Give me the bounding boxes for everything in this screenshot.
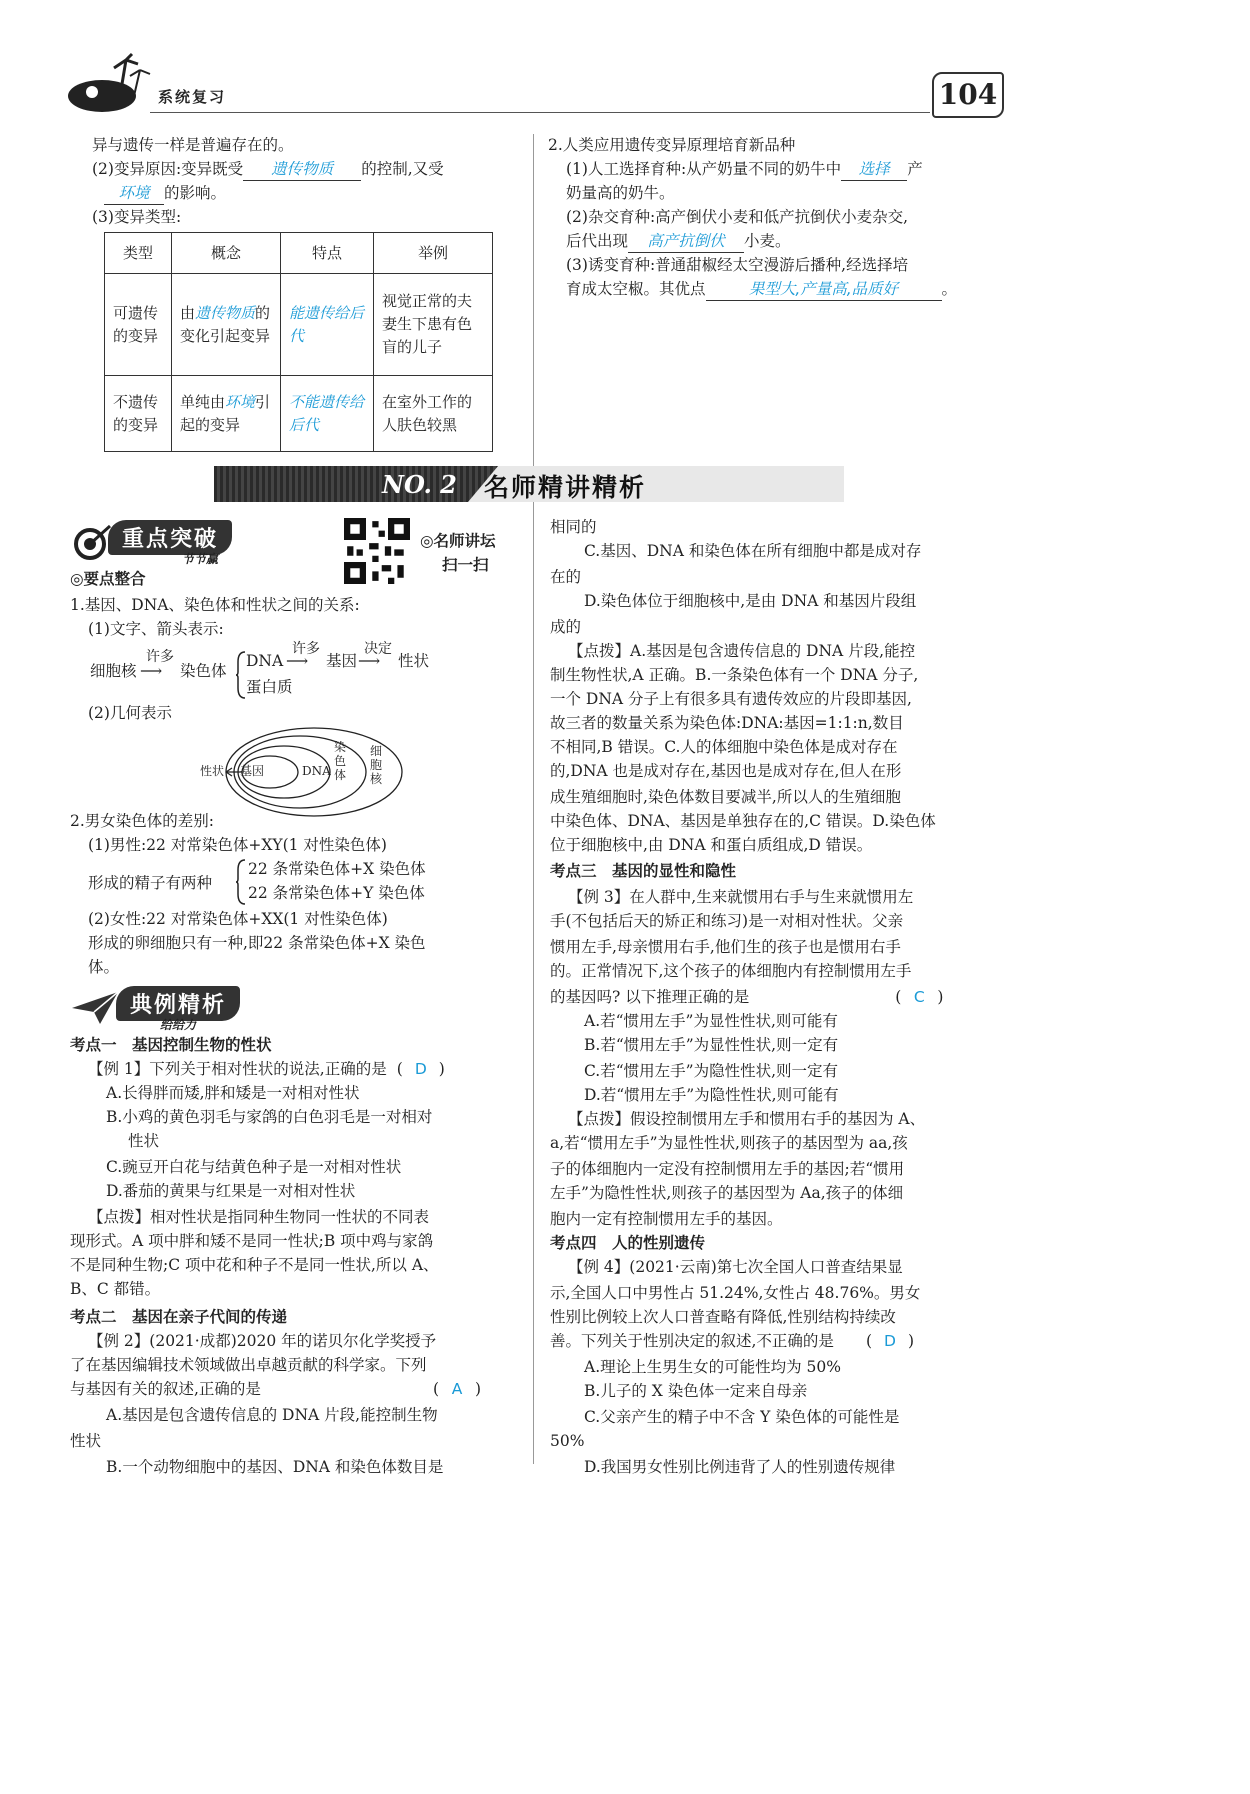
- option-line: 性状: [70, 1432, 102, 1450]
- text-line: 后代出现 高产抗倒伏 小麦。: [566, 230, 791, 253]
- tip-line: 现形式。A 项中胖和矮不是同一性状;B 项中鸡与家鸽: [70, 1232, 434, 1250]
- book-logo-icon: [62, 52, 152, 116]
- qr-code-icon[interactable]: [344, 518, 410, 584]
- answer: D: [884, 1332, 896, 1350]
- tip-line: 中染色体、DNA、基因是单独存在的,C 错误。D.染色体: [550, 812, 936, 830]
- question-line: 【例 4】(2021·云南)第七次全国人口普查结果显: [568, 1258, 903, 1276]
- page-number: 104: [932, 72, 1004, 118]
- text-line: 异与遗传一样是普遍存在的。: [92, 136, 294, 154]
- table-cell: 由遗传物质的变化引起变异: [172, 274, 281, 376]
- tip-line: 的,DNA 也是成对存在,基因也是成对存在,但人在形: [550, 762, 902, 780]
- brace-icon: [236, 858, 246, 906]
- answer: C: [913, 988, 925, 1006]
- tip-line: 故三者的数量关系为染色体:DNA:基因=1:1:n,数目: [550, 714, 904, 732]
- chain-node: 染色体: [180, 662, 227, 680]
- option-line: D.染色体位于细胞核中,是由 DNA 和基因片段组: [584, 592, 917, 610]
- tip-line: 胞内一定有控制惯用左手的基因。: [550, 1210, 783, 1228]
- table-cell: 单纯由环境引起的变异: [172, 376, 281, 452]
- option-line: B.儿子的 X 染色体一定来自母亲: [584, 1382, 808, 1400]
- focus-badge: 重点突破: [108, 520, 232, 555]
- venn-label: 细胞核: [370, 744, 383, 786]
- question-line: 【例 1】下列关于相对性状的说法,正确的是 ( D ): [88, 1060, 445, 1078]
- text-line: 22 条常染色体+X 染色体: [248, 860, 426, 878]
- question-line: 手(不包括后天的矫正和练习)是一对相对性状。父亲: [550, 912, 904, 930]
- variation-table: [104, 232, 493, 452]
- option-line: C.基因、DNA 和染色体在所有细胞中都是成对存: [584, 542, 922, 560]
- text-line: (2)女性:22 对常染色体+XX(1 对性染色体): [88, 910, 388, 928]
- option-line: C.豌豆开白花与结黄色种子是一对相对性状: [106, 1158, 402, 1176]
- qr-label: ◎名师讲坛: [420, 531, 496, 550]
- table-header: 举例: [374, 233, 493, 274]
- tip-line: 【点拨】相对性状是指同种生物同一性状的不同表: [88, 1208, 430, 1226]
- table-cell: 视觉正常的夫妻生下患有色盲的儿子: [374, 274, 493, 376]
- question-line: 了在基因编辑技术领域做出卓越贡献的科学家。下列: [70, 1356, 427, 1374]
- answer: A: [451, 1380, 463, 1398]
- table-row: [105, 376, 493, 452]
- table-header: 特点: [281, 233, 374, 274]
- text-line: (2)杂交育种:高产倒伏小麦和低产抗倒伏小麦杂交,: [566, 208, 909, 226]
- question-line: 善。下列关于性别决定的叙述,不正确的是 ( D ): [550, 1332, 915, 1350]
- text-line: (2)几何表示: [88, 704, 172, 722]
- option-line: 相同的: [550, 518, 597, 536]
- tip-line: 成生殖细胞时,染色体数目要减半,所以人的生殖细胞: [550, 788, 901, 806]
- table-header: 概念: [172, 233, 281, 274]
- option-line: D.我国男女性别比例违背了人的性别遗传规律: [584, 1458, 896, 1476]
- option-line: 性状: [128, 1132, 160, 1150]
- qr-label: 扫一扫: [442, 555, 489, 574]
- text-line: (2)变异原因:变异既受 遗传物质 的控制,又受: [92, 158, 444, 181]
- text-line: (1)男性:22 对常染色体+XY(1 对性染色体): [88, 836, 387, 854]
- examples-badge-sub: 给给力: [160, 1018, 197, 1032]
- handwritten-answer: 遗传物质: [195, 303, 256, 322]
- text-line: 形成的卵细胞只有一种,即22 条常染色体+X 染色: [88, 934, 426, 952]
- option-line: A.基因是包含遗传信息的 DNA 片段,能控制生物: [106, 1406, 438, 1424]
- option-line: B.小鸡的黄色羽毛与家鸽的白色羽毛是一对相对: [106, 1108, 433, 1126]
- text-line: (1)人工选择育种:从产奶量不同的奶牛中 选择 产: [566, 158, 923, 181]
- text-line: 2.男女染色体的差别:: [70, 812, 215, 830]
- focus-badge-sub: 节节赢: [182, 552, 219, 566]
- arrow-icon: ⟶: [140, 662, 163, 680]
- question-line: 的基因吗? 以下推理正确的是 ( C ): [550, 988, 944, 1006]
- text-line: (3)诱变育种:普通甜椒经太空漫游后播种,经选择培: [566, 256, 909, 274]
- question-line: 示,全国人口中男性占 51.24%,女性占 48.76%。男女: [550, 1284, 921, 1302]
- tip-line: 左手”为隐性性状,则孩子的基因型为 Aa,孩子的体细: [550, 1184, 904, 1202]
- text-line: 体。: [88, 958, 120, 976]
- text-line: (1)文字、箭头表示:: [88, 620, 224, 638]
- handwritten-answer: 遗传物质: [243, 158, 361, 181]
- question-line: 惯用左手,母亲惯用右手,他们生的孩子也是惯用右手: [550, 938, 901, 956]
- tip-line: 子的体细胞内一定没有控制惯用左手的基因;若“惯用: [550, 1160, 905, 1178]
- text-line: 1.基因、DNA、染色体和性状之间的关系:: [70, 596, 360, 614]
- chain-node: 基因: [326, 652, 358, 670]
- header-rule: [150, 112, 930, 113]
- handwritten-answer: 选择: [841, 158, 907, 181]
- handwritten-answer: 不能遗传给后代: [281, 376, 374, 452]
- brace-icon: [236, 650, 246, 700]
- text-line: 2.人类应用遗传变异原理培育新品种: [548, 136, 796, 154]
- topic-heading: 考点四 人的性别遗传: [550, 1233, 706, 1252]
- table-header: 类型: [105, 233, 172, 274]
- table-cell: 不遗传的变异: [105, 376, 172, 452]
- tip-line: a,若“惯用左手”为显性性状,则孩子的基因型为 aa,孩: [550, 1134, 908, 1152]
- banner-number: NO. 2: [382, 470, 457, 499]
- table-cell: 在室外工作的人肤色较黑: [374, 376, 493, 452]
- chain-node: 蛋白质: [246, 678, 293, 696]
- handwritten-answer: 环境: [225, 392, 256, 411]
- tip-line: 【点拨】假设控制惯用左手和惯用右手的基因为 A、: [568, 1110, 926, 1128]
- chain-arrow-label: 许多: [146, 649, 174, 665]
- question-line: 的。正常情况下,这个孩子的体细胞内有控制惯用左手: [550, 962, 912, 980]
- answer: D: [414, 1060, 427, 1078]
- topic-heading: 考点一 基因控制生物的性状: [70, 1035, 272, 1054]
- handwritten-answer: 果型大,产量高,品质好: [706, 278, 942, 301]
- tip-line: 不相同,B 错误。C.人的体细胞中染色体是成对存在: [550, 738, 898, 756]
- option-line: B.若“惯用左手”为显性性状,则一定有: [584, 1036, 839, 1054]
- chain-node: 细胞核: [90, 662, 137, 680]
- option-line: D.若“惯用左手”为隐性性状,则可能有: [584, 1086, 839, 1104]
- option-line: A.若“惯用左手”为显性性状,则可能有: [584, 1012, 838, 1030]
- banner-title: 名师精讲精析: [484, 473, 647, 502]
- chain-arrow-label: 许多: [292, 641, 320, 657]
- tip-line: 【点拨】A.基因是包含遗传信息的 DNA 片段,能控: [568, 642, 916, 660]
- table-header-row: [105, 233, 493, 274]
- question-line: 性别比例较上次人口普查略有降低,性别结构持续改: [550, 1308, 896, 1326]
- text-line: 环境 的影响。: [104, 182, 226, 205]
- venn-label: 基因: [240, 764, 265, 778]
- topic-heading: 考点三 基因的显性和隐性: [550, 861, 737, 880]
- option-line: 在的: [550, 568, 582, 586]
- option-line: C.父亲产生的精子中不含 Y 染色体的可能性是: [584, 1408, 900, 1426]
- question-line: 【例 2】(2021·成都)2020 年的诺贝尔化学奖授予: [88, 1332, 437, 1350]
- venn-label: 性状: [200, 764, 225, 778]
- arrow-icon: ⟶: [286, 652, 309, 670]
- table-cell: 可遗传的变异: [105, 274, 172, 376]
- tip-line: B、C 都错。: [70, 1280, 161, 1298]
- text-line: 育成太空椒。其优点 果型大,产量高,品质好 。: [566, 278, 957, 301]
- tip-line: 制生物性状,A 正确。B.一条染色体有一个 DNA 分子,: [550, 666, 919, 684]
- chain-node: 性状: [398, 652, 430, 670]
- option-line: C.若“惯用左手”为隐性性状,则一定有: [584, 1062, 839, 1080]
- chain-arrow-label: 决定: [364, 641, 392, 657]
- header-title: 系统复习: [158, 88, 227, 106]
- tip-line: 不是同种生物;C 项中花和种子不是同一性状,所以 A、: [70, 1256, 439, 1274]
- option-line: D.番茄的黄果与红果是一对相对性状: [106, 1182, 356, 1200]
- option-line: 成的: [550, 618, 582, 636]
- examples-badge: 典例精析: [116, 986, 240, 1021]
- text-line: 形成的精子有两种: [88, 874, 213, 892]
- option-line: B.一个动物细胞中的基因、DNA 和染色体数目是: [106, 1458, 444, 1476]
- option-line: A.理论上生男生女的可能性均为 50%: [584, 1358, 841, 1376]
- handwritten-answer: 能遗传给后代: [281, 274, 374, 376]
- text-line: (3)变异类型:: [92, 208, 182, 226]
- chain-node: DNA: [246, 652, 284, 670]
- venn-label: 染色体: [334, 740, 347, 782]
- text-line: 22 条常染色体+Y 染色体: [248, 884, 425, 902]
- text-line: 奶量高的奶牛。: [566, 184, 675, 202]
- handwritten-answer: 高产抗倒伏: [628, 230, 744, 253]
- paper-plane-icon: [70, 988, 120, 1028]
- handwritten-answer: 环境: [104, 182, 164, 205]
- subheading: ◎要点整合: [70, 569, 146, 588]
- arrow-icon: ⟶: [358, 652, 381, 670]
- tip-line: 位于细胞核中,由 DNA 和蛋白质组成,D 错误。: [550, 836, 873, 854]
- topic-heading: 考点二 基因在亲子代间的传递: [70, 1307, 288, 1326]
- table-row: [105, 274, 493, 376]
- question-line: 与基因有关的叙述,正确的是 ( A ): [70, 1380, 482, 1398]
- question-line: 【例 3】在人群中,生来就惯用右手与生来就惯用左: [568, 888, 914, 906]
- venn-label: DNA: [302, 764, 331, 778]
- option-line: A.长得胖而矮,胖和矮是一对相对性状: [106, 1084, 360, 1102]
- tip-line: 一个 DNA 分子上有很多具有遗传效应的片段即基因,: [550, 690, 912, 708]
- column-divider: [533, 134, 534, 1464]
- option-line: 50%: [550, 1432, 585, 1450]
